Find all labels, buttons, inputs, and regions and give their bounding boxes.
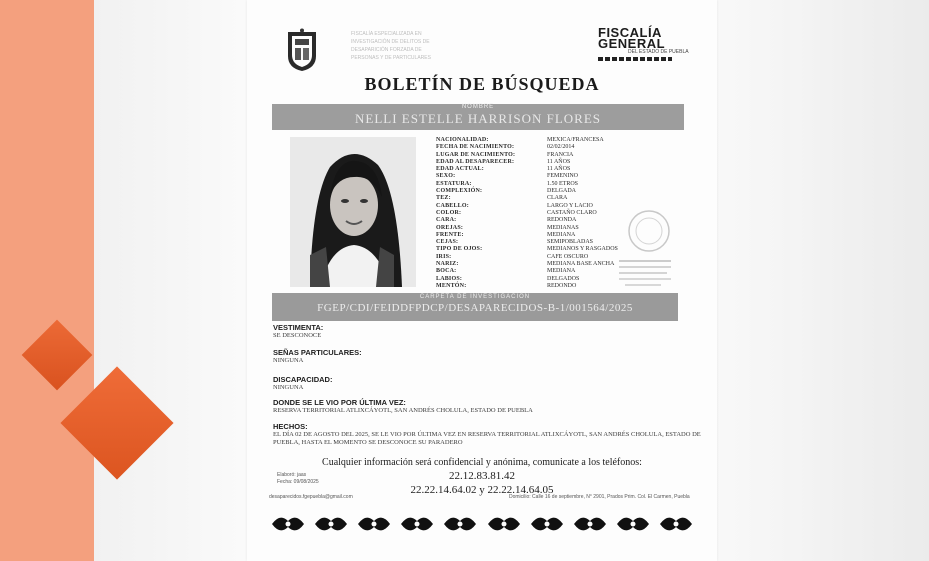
detail-value: 1.50 ETROS (547, 180, 579, 187)
folder-label: CARPETA DE INVESTIGACIÓN (419, 294, 531, 300)
detail-key: EDAD AL DESAPARECER: (436, 158, 515, 165)
detail-row (436, 217, 637, 224)
detail-value: MEDIANOS Y RASGADOS (547, 246, 618, 253)
detail-value: MEXICA/FRANCESA (547, 137, 604, 143)
papel-picado-ornament-icon (272, 513, 304, 535)
name-label: NOMBRE (461, 104, 495, 110)
investigation-folder-banner (272, 293, 678, 321)
detail-value: MEDIANAS (547, 224, 579, 231)
contact-instructions: Cualquier información será confidencial y anónima, comunicate a los teléfonos: (322, 457, 642, 468)
detail-row (436, 276, 637, 283)
detail-value: MEDIANA BASE ANCHA (547, 261, 615, 268)
detail-row (436, 181, 637, 188)
papel-picado-ornament-icon (444, 513, 476, 535)
detail-key: LUGAR DE NACIMIENTO: (436, 151, 516, 158)
detail-value: REDONDO (547, 282, 577, 289)
papel-picado-ornament-icon (488, 513, 520, 535)
elaborated-date: Fecha: 09/08/2025 (277, 479, 319, 485)
detail-key: FRENTE: (436, 231, 464, 238)
search-bulletin-document (247, 0, 717, 561)
detail-row (436, 261, 637, 268)
logo-line-1: FISCALÍA (598, 25, 662, 40)
detail-value: 02/02/2014 (547, 144, 575, 151)
detail-key: CARA: (436, 217, 457, 224)
section-text: NINGUNA (273, 357, 304, 364)
section-text: RESERVA TERRITORIAL ATLIXCÁYOTL, SAN ANDRÉS CHOLULA, ESTADO DE PUEBLA (273, 407, 533, 414)
detail-key: NARIZ: (436, 261, 459, 268)
facts-section (273, 422, 703, 447)
logo-line-2: GENERAL (598, 36, 666, 51)
detail-key: SEXO: (436, 173, 456, 180)
official-stamp-icon (615, 205, 675, 295)
particular-marks-section (273, 348, 703, 365)
detail-key: EDAD ACTUAL: (436, 166, 484, 173)
detail-key: MENTÓN: (436, 282, 467, 289)
detail-row (436, 254, 637, 261)
detail-row (436, 137, 637, 144)
papel-picado-ornament-icon (358, 513, 390, 535)
section-heading: HECHOS: (273, 422, 308, 431)
detail-row (436, 159, 637, 166)
detail-row (436, 203, 637, 210)
detail-value: REDONDA (547, 217, 577, 224)
phone-number-2: 22.22.14.64.02 y 22.22.14.64.05 (410, 484, 554, 496)
papel-picado-ornament-icon (574, 513, 606, 535)
detail-value: CLARA (547, 195, 568, 202)
papel-picado-ornament-icon (531, 513, 563, 535)
last-seen-section (273, 398, 703, 415)
detail-key: FECHA DE NACIMIENTO: (436, 144, 515, 151)
detail-row (436, 144, 637, 151)
papel-picado-ornament-icon (617, 513, 649, 535)
detail-value: FRANCIA (547, 151, 574, 158)
detail-value: CASTAÑO CLARO (547, 209, 597, 216)
section-text: NINGUNA (273, 384, 304, 391)
detail-value: LARGO Y LACIO (547, 202, 593, 209)
detail-row (436, 283, 637, 290)
detail-key: NACIONALIDAD: (436, 137, 489, 143)
detail-key: CEJAS: (436, 239, 459, 246)
phone-number-1: 22.12.83.81.42 (449, 470, 515, 482)
decorative-ornament-strip (272, 512, 692, 536)
detail-value: 11 AÑOS (547, 158, 571, 165)
section-text: SE DESCONOCE (273, 332, 322, 339)
seal-text-line: DESAPARICIÓN FORZADA DE (351, 47, 422, 53)
missing-person-name: NELLI ESTELLE HARRISON FLORES (354, 111, 602, 126)
detail-key: COLOR: (436, 209, 462, 216)
detail-value: FEMENINO (547, 173, 578, 180)
state-seal-icon (285, 28, 319, 72)
detail-key: BOCA: (436, 268, 457, 275)
detail-row (436, 268, 637, 275)
section-heading: VESTIMENTA: (273, 323, 324, 332)
detail-row (436, 225, 637, 232)
detail-row (436, 210, 637, 217)
seal-text-line: INVESTIGACIÓN DE DELITOS DE (351, 39, 430, 45)
detail-row (436, 232, 637, 239)
detail-key: COMPLEXIÓN: (436, 188, 483, 195)
detail-row (436, 173, 637, 180)
section-text: EL DÍA 02 DE AGOSTO DEL 2025, SE LE VIO POR ÚLTIMA VEZ EN RESERVA TERRITORIAL ATLIXCÁYOTL, SAN ANDRÉS CHOLULA, ESTADO DE PUEBLA, HASTA EL MOMENTO SE DESCONOCE SU PARADERO (273, 431, 701, 446)
detail-key: OREJAS: (436, 224, 464, 231)
detail-row (436, 166, 637, 173)
section-heading: DISCAPACIDAD: (273, 375, 333, 384)
detail-row (436, 195, 637, 202)
detail-value: MEDIANA (547, 231, 576, 238)
section-heading: DONDE SE LE VIO POR ÚLTIMA VEZ: (273, 398, 406, 407)
detail-row (436, 152, 637, 159)
seal-text-line: PERSONAS Y DE PARTICULARES (351, 55, 431, 61)
detail-value: CAFE OSCURO (547, 253, 589, 260)
detail-value: DELGADOS (547, 275, 580, 282)
logo-dash-pattern (598, 57, 672, 61)
fiscalia-logo (598, 27, 689, 61)
detail-value: 11 AÑOS (547, 166, 571, 173)
detail-key: IRIS: (436, 253, 452, 260)
detail-value: MEDIANA (547, 268, 576, 275)
bulletin-title: BOLETÍN DE BÚSQUEDA (364, 74, 600, 94)
disability-section (273, 375, 703, 392)
papel-picado-ornament-icon (660, 513, 692, 535)
name-banner (272, 104, 684, 130)
section-heading: SEÑAS PARTICULARES: (273, 348, 362, 357)
detail-row (436, 188, 637, 195)
missing-person-photo (290, 137, 416, 287)
folder-number: FGEP/CDI/FEIDDFPDCP/DESAPARECIDOS-B-1/001564/2025 (317, 302, 633, 314)
seal-heading-text (351, 30, 501, 62)
detail-key: ESTATURA: (436, 180, 472, 187)
detail-row (436, 246, 637, 253)
office-address: Domicilio: Calle 16 de septiembre, N° 2901, Prados Prim. Col. El Carmen, Puebla (509, 494, 690, 500)
physical-description-table (436, 137, 637, 290)
detail-key: TEZ: (436, 195, 451, 202)
seal-text-line: FISCALÍA ESPECIALIZADA EN (351, 31, 422, 37)
papel-picado-ornament-icon (315, 513, 347, 535)
contact-block (247, 457, 717, 497)
elaborated-by: Elaboró: jaas (277, 472, 307, 478)
detail-key: LABIOS: (436, 275, 463, 282)
detail-key: TIPO DE OJOS: (436, 246, 483, 253)
orange-sidebar-band (0, 0, 94, 561)
logo-subtitle: DEL ESTADO DE PUEBLA (628, 49, 689, 55)
papel-picado-ornament-icon (401, 513, 433, 535)
contact-email: desaparecidos.fgepuebla@gmail.com (269, 494, 353, 500)
detail-value: DELGADA (547, 188, 576, 195)
clothing-section (273, 323, 703, 340)
detail-key: CABELLO: (436, 202, 469, 209)
detail-value: SEMIPOBLADAS (547, 239, 594, 246)
detail-row (436, 239, 637, 246)
